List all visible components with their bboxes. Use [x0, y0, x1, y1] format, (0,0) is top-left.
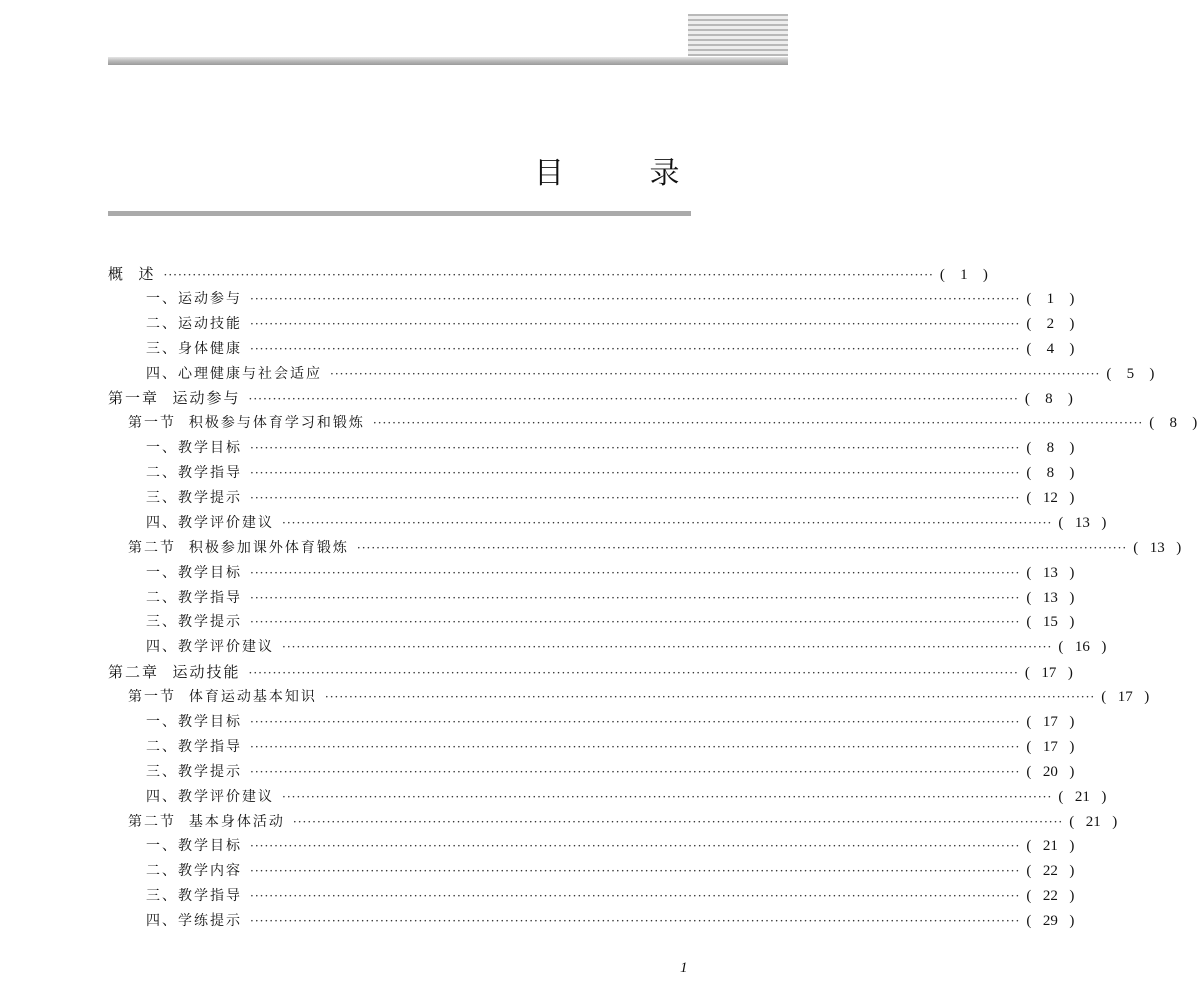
toc-leader-dots: ································································································································································	[282, 515, 1053, 530]
toc-page-number: 20	[1042, 763, 1058, 780]
toc-page-number: 16	[1074, 639, 1090, 656]
toc-entry-page	[1026, 436, 1074, 461]
toc-entry[interactable]	[108, 735, 1075, 760]
toc-page-number: 21	[1085, 813, 1101, 830]
toc-entry-label: 第一章 运动参与	[108, 389, 241, 408]
toc-open-paren: (	[939, 267, 945, 283]
toc-page-number: 17	[1117, 689, 1133, 706]
toc-entry[interactable]	[108, 411, 1197, 436]
toc-entry-page	[1026, 859, 1074, 884]
toc-leader-dots: ································································································································································	[250, 466, 1021, 481]
toc-entry-label: 二、教学指导	[146, 589, 242, 606]
toc-page-number: 8	[1046, 465, 1055, 482]
toc-entry-page	[1026, 486, 1074, 511]
toc-open-paren: (	[1026, 340, 1032, 357]
toc-entry-label: 四、教学评价建议	[146, 639, 274, 656]
toc-entry[interactable]	[108, 710, 1075, 735]
toc-page-number: 13	[1149, 539, 1165, 556]
toc-entry-label: 四、教学评价建议	[146, 514, 274, 531]
toc-entry-page	[1149, 411, 1197, 436]
toc-close-paren: )	[1101, 514, 1107, 531]
toc-entry[interactable]	[108, 760, 1075, 785]
toc-page-number: 1	[1046, 290, 1055, 307]
toc-entry-page	[1026, 710, 1074, 735]
toc-page-number: 2	[1046, 315, 1055, 332]
toc-leader-dots: ································································································································································	[282, 640, 1053, 655]
header-stripes-decoration	[688, 14, 788, 56]
toc-leader-dots: ································································································································································	[250, 764, 1021, 779]
toc-leader-dots: ································································································································································	[250, 565, 1021, 580]
toc-entry-page	[1026, 561, 1074, 586]
toc-leader-dots: ································································································································································	[372, 416, 1144, 431]
toc-close-paren: )	[1112, 813, 1118, 830]
toc-entry-page	[1026, 586, 1074, 611]
toc-entry-page	[1026, 610, 1074, 635]
toc-close-paren: )	[1069, 763, 1075, 780]
toc-leader-dots: ································································································································································	[248, 666, 1019, 681]
toc-leader-dots: ································································································································································	[250, 914, 1021, 929]
toc-entry-label: 二、运动技能	[146, 315, 242, 332]
toc-open-paren: (	[1058, 788, 1064, 805]
toc-page-number: 15	[1042, 614, 1058, 631]
page-title: 目 录	[534, 156, 718, 191]
toc-entry[interactable]	[108, 859, 1075, 884]
toc-leader-dots: ································································································································································	[282, 789, 1053, 804]
toc-page-number: 22	[1042, 888, 1058, 905]
toc-close-paren: )	[1149, 365, 1155, 382]
toc-close-paren: )	[1067, 391, 1073, 408]
toc-page-number: 17	[1041, 665, 1057, 682]
toc-entry-label: 四、学练提示	[146, 913, 242, 930]
toc-page-number: 8	[1045, 391, 1053, 408]
toc-close-paren: )	[1069, 888, 1075, 905]
toc-entry-label: 二、教学指导	[146, 465, 242, 482]
toc-leader-dots: ································································································································································	[292, 814, 1064, 829]
toc-open-paren: (	[1026, 738, 1032, 755]
toc-entry-label: 第二章 运动技能	[108, 663, 241, 682]
toc-open-paren: (	[1106, 365, 1112, 382]
toc-entry-label: 一、运动参与	[146, 290, 242, 307]
toc-open-paren: (	[1149, 415, 1155, 432]
toc-open-paren: (	[1026, 290, 1032, 307]
toc-open-paren: (	[1026, 564, 1032, 581]
toc-entry[interactable]	[108, 660, 1073, 685]
toc-open-paren: (	[1069, 813, 1075, 830]
toc-entry-page	[1133, 536, 1181, 561]
toc-entry-label: 二、教学指导	[146, 738, 242, 755]
toc-leader-dots: ································································································································································	[250, 739, 1021, 754]
toc-entry-page	[1025, 661, 1073, 686]
toc-open-paren: (	[1026, 614, 1032, 631]
toc-close-paren: )	[1069, 614, 1075, 631]
toc-leader-dots: ································································································································································	[248, 392, 1019, 407]
toc-open-paren: (	[1026, 465, 1032, 482]
toc-close-paren: )	[1176, 539, 1182, 556]
toc-close-paren: )	[1069, 738, 1075, 755]
table-of-contents	[108, 262, 1197, 934]
toc-entry-label: 第二节 基本身体活动	[128, 813, 285, 830]
toc-entry[interactable]	[108, 635, 1107, 660]
toc-page-number: 5	[1126, 365, 1135, 382]
toc-entry-page	[1026, 461, 1074, 486]
toc-entry[interactable]	[108, 586, 1075, 611]
toc-open-paren: (	[1058, 514, 1064, 531]
toc-page-number: 13	[1074, 514, 1090, 531]
toc-entry[interactable]	[108, 909, 1075, 934]
toc-entry-label: 一、教学目标	[146, 564, 242, 581]
toc-entry-page	[940, 263, 988, 288]
toc-open-paren: (	[1026, 589, 1032, 606]
toc-open-paren: (	[1026, 838, 1032, 855]
toc-close-paren: )	[1101, 639, 1107, 656]
toc-entry-label: 四、心理健康与社会适应	[146, 365, 322, 382]
toc-leader-dots: ································································································································································	[250, 615, 1021, 630]
toc-entry-page	[1026, 735, 1074, 760]
toc-entry-page	[1026, 834, 1074, 859]
toc-entry-label: 三、身体健康	[146, 340, 242, 357]
toc-close-paren: )	[1144, 689, 1150, 706]
toc-page-number: 8	[1169, 415, 1177, 432]
toc-entry[interactable]	[108, 511, 1107, 536]
toc-entry-label: 第二节 积极参加课外体育锻炼	[128, 539, 349, 556]
toc-leader-dots: ································································································································································	[250, 441, 1021, 456]
toc-leader-dots: ································································································································································	[250, 291, 1021, 306]
toc-entry-page	[1026, 312, 1074, 337]
toc-entry[interactable]	[108, 362, 1155, 387]
toc-entry-label: 第一节 积极参与体育学习和锻炼	[128, 415, 365, 432]
title-rule	[108, 211, 691, 216]
toc-close-paren: )	[1069, 340, 1075, 357]
toc-page-number: 13	[1042, 564, 1058, 581]
toc-open-paren: (	[1026, 490, 1032, 507]
toc-entry[interactable]	[108, 834, 1075, 859]
toc-close-paren: )	[1069, 838, 1075, 855]
toc-close-paren: )	[982, 267, 988, 283]
toc-open-paren: (	[1101, 689, 1107, 706]
toc-entry-label: 一、教学目标	[146, 714, 242, 731]
toc-open-paren: (	[1026, 863, 1032, 880]
toc-entry[interactable]	[108, 610, 1075, 635]
toc-open-paren: (	[1133, 539, 1139, 556]
toc-close-paren: )	[1069, 315, 1075, 332]
toc-close-paren: )	[1069, 440, 1075, 457]
page-number: 1	[680, 960, 688, 976]
toc-entry-page	[1101, 685, 1149, 710]
header-rule	[108, 57, 788, 65]
toc-open-paren: (	[1026, 714, 1032, 731]
toc-entry-label: 三、教学提示	[146, 614, 242, 631]
toc-page-number: 1	[960, 267, 968, 283]
toc-close-paren: )	[1067, 665, 1073, 682]
toc-entry[interactable]	[108, 685, 1150, 710]
toc-entry-page	[1026, 884, 1074, 909]
toc-page-number: 4	[1046, 340, 1055, 357]
toc-entry[interactable]	[108, 436, 1075, 461]
toc-entry-page	[1058, 635, 1106, 660]
toc-leader-dots: ································································································································································	[250, 889, 1021, 904]
toc-close-paren: )	[1069, 863, 1075, 880]
toc-leader-dots: ································································································································································	[250, 864, 1021, 879]
toc-page-number: 17	[1042, 714, 1058, 731]
toc-entry-page	[1069, 810, 1117, 835]
toc-entry-label: 三、教学提示	[146, 490, 242, 507]
toc-close-paren: )	[1192, 415, 1197, 432]
toc-close-paren: )	[1069, 564, 1075, 581]
toc-entry-page	[1026, 909, 1074, 934]
toc-entry[interactable]	[108, 386, 1073, 411]
toc-open-paren: (	[1024, 391, 1030, 408]
toc-entry-page	[1058, 785, 1106, 810]
toc-entry-label: 二、教学内容	[146, 863, 242, 880]
toc-page-number: 12	[1042, 490, 1058, 507]
toc-entry-label: 一、教学目标	[146, 440, 242, 457]
toc-entry-page	[1026, 287, 1074, 312]
toc-entry-page	[1058, 511, 1106, 536]
toc-page-number: 21	[1074, 788, 1090, 805]
toc-entry-page	[1025, 387, 1073, 412]
toc-entry[interactable]	[108, 312, 1075, 337]
toc-close-paren: )	[1069, 465, 1075, 482]
toc-entry-label: 第一节 体育运动基本知识	[128, 689, 317, 706]
toc-entry-label: 四、教学评价建议	[146, 788, 274, 805]
toc-page-number: 17	[1042, 738, 1058, 755]
toc-open-paren: (	[1026, 315, 1032, 332]
toc-entry[interactable]	[108, 262, 988, 287]
toc-page-number: 13	[1042, 589, 1058, 606]
toc-page-number: 21	[1042, 838, 1058, 855]
toc-leader-dots: ································································································································································	[250, 839, 1021, 854]
toc-leader-dots: ································································································································································	[330, 366, 1101, 381]
toc-entry[interactable]	[108, 337, 1075, 362]
toc-leader-dots: ································································································································································	[250, 491, 1021, 506]
toc-entry[interactable]	[108, 785, 1107, 810]
toc-open-paren: (	[1024, 665, 1030, 682]
toc-entry-label: 三、教学指导	[146, 888, 242, 905]
toc-open-paren: (	[1026, 763, 1032, 780]
toc-leader-dots: ································································································································································	[250, 316, 1021, 331]
toc-leader-dots: ································································································································································	[163, 268, 934, 282]
toc-page-number: 22	[1042, 863, 1058, 880]
toc-entry-label: 一、教学目标	[146, 838, 242, 855]
toc-entry-page	[1106, 362, 1154, 387]
toc-open-paren: (	[1026, 913, 1032, 930]
toc-leader-dots: ································································································································································	[250, 715, 1021, 730]
toc-leader-dots: ································································································································································	[324, 690, 1096, 705]
toc-entry[interactable]	[108, 810, 1118, 835]
toc-entry-page	[1026, 760, 1074, 785]
toc-page-number: 29	[1042, 913, 1058, 930]
toc-page-number: 8	[1046, 440, 1055, 457]
toc-entry[interactable]	[108, 884, 1075, 909]
toc-close-paren: )	[1069, 490, 1075, 507]
toc-entry[interactable]	[108, 486, 1075, 511]
toc-entry[interactable]	[108, 536, 1182, 561]
toc-close-paren: )	[1069, 714, 1075, 731]
toc-leader-dots: ································································································································································	[250, 590, 1021, 605]
toc-close-paren: )	[1069, 589, 1075, 606]
toc-open-paren: (	[1058, 639, 1064, 656]
toc-leader-dots: ································································································································································	[250, 341, 1021, 356]
toc-open-paren: (	[1026, 440, 1032, 457]
toc-entry[interactable]	[108, 461, 1075, 486]
toc-close-paren: )	[1069, 290, 1075, 307]
toc-leader-dots: ································································································································································	[356, 540, 1128, 555]
toc-open-paren: (	[1026, 888, 1032, 905]
toc-entry-page	[1026, 337, 1074, 362]
toc-entry[interactable]	[108, 287, 1075, 312]
toc-close-paren: )	[1101, 788, 1107, 805]
toc-close-paren: )	[1069, 913, 1075, 930]
toc-entry[interactable]	[108, 561, 1075, 586]
toc-entry-label: 三、教学提示	[146, 763, 242, 780]
toc-entry-label: 概 述	[108, 265, 156, 283]
